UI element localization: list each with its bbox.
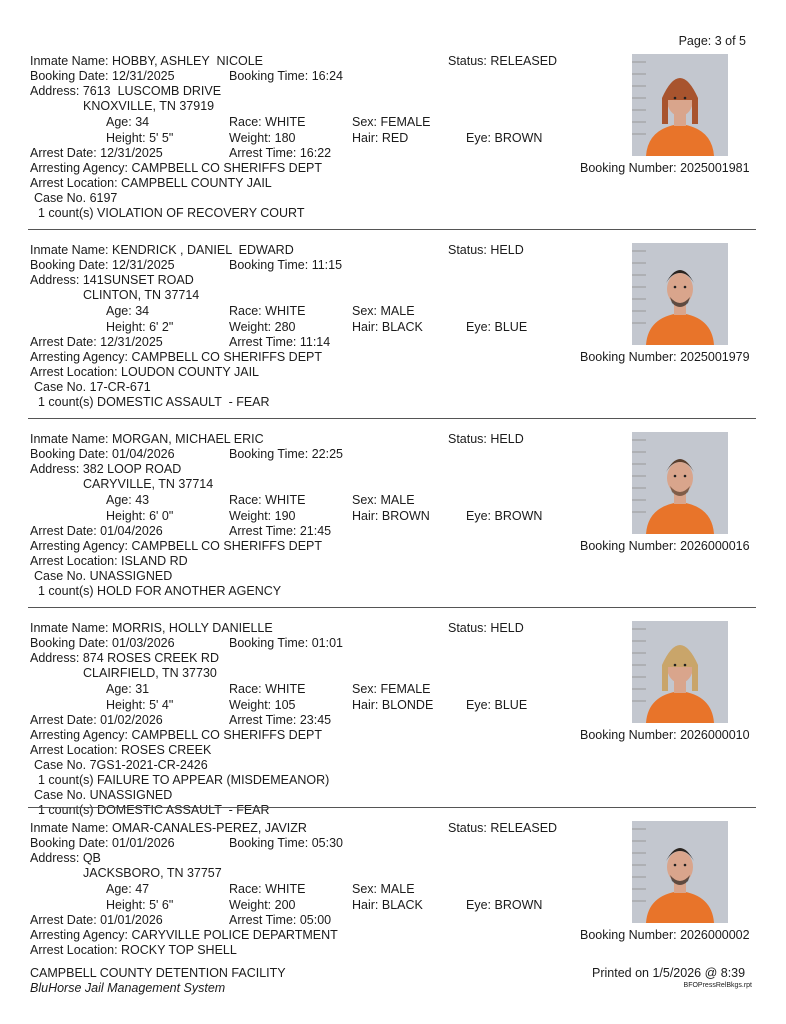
height-value: 6' 0" [149,509,174,523]
hair [352,320,423,335]
booking-number-value: 2026000002 [680,928,750,942]
arrest-date-value: 01/04/2026 [100,524,163,538]
arrest-location-label: Arrest Location: [30,743,122,757]
booking-date-label: Booking Date: [30,636,112,650]
age-label: Age: [106,682,136,696]
race-label: Race: [229,115,266,129]
booking-date-value: 12/31/2025 [112,258,175,272]
address [30,273,194,288]
record-divider [28,607,756,608]
hair-value: BLACK [381,320,423,334]
status-value: HELD [490,432,524,446]
age [106,304,149,319]
arrest-date [30,524,163,539]
address-label: Address: [30,84,83,98]
record-divider [28,807,756,808]
arrest-location-value: LOUDON COUNTY JAIL [121,365,260,379]
hair-label: Hair: [352,698,382,712]
booking-date [30,258,175,273]
height-label: Height: [106,320,150,334]
height-value: 5' 6" [149,898,174,912]
arrest-location-value: ISLAND RD [121,554,188,568]
inmate-record [0,621,786,817]
inmate-record [0,432,786,620]
booking-number-value: 2025001981 [680,161,750,175]
arrest-date-label: Arrest Date: [30,913,101,927]
arrest-date-label: Arrest Date: [30,146,101,160]
eye-label: Eye: [466,898,495,912]
sex-value: MALE [380,304,415,318]
age-value: 34 [135,304,150,318]
booking-time [229,69,343,84]
eye [466,698,527,713]
booking-time-label: Booking Time: [229,69,312,83]
arrest-date [30,146,163,161]
arrest-time-label: Arrest Time: [229,146,300,160]
hair [352,509,430,524]
booking-number-label: Booking Number: [580,350,681,364]
inmate-name [30,821,307,836]
status [448,54,557,69]
arresting-agency [30,728,322,743]
weight-label: Weight: [229,320,275,334]
booking-date-label: Booking Date: [30,69,112,83]
arrest-date-label: Arrest Date: [30,524,101,538]
status-label: Status: [448,821,491,835]
booking-date [30,447,175,462]
arrest-time-value: 16:22 [299,146,332,160]
case-number: Case No. 7GS1-2021-CR-2426 [34,758,208,772]
booking-time [229,836,343,851]
race-value: WHITE [265,882,306,896]
booking-date [30,636,175,651]
arresting-agency-label: Arresting Agency: [30,350,132,364]
arrest-time-label: Arrest Time: [229,335,300,349]
address-value: 141SUNSET ROAD [82,273,194,287]
weight-label: Weight: [229,509,275,523]
charge-count: 1 count(s) VIOLATION OF RECOVERY COURT [38,206,305,220]
arrest-location-label: Arrest Location: [30,943,122,957]
weight [229,509,295,524]
hair-value: BLACK [381,898,423,912]
age-value: 43 [135,493,150,507]
status-value: RELEASED [490,821,558,835]
inmate-name-value: KENDRICK , DANIEL EDWARD [111,243,294,257]
weight-value: 200 [274,898,296,912]
height [106,131,173,146]
hair [352,698,433,713]
sex [352,682,431,697]
arrest-time [229,524,331,539]
sex-label: Sex: [352,304,381,318]
weight-value: 105 [274,698,296,712]
mugshot-photo [632,432,728,534]
booking-number-label: Booking Number: [580,161,681,175]
printed-on: Printed on 1/5/2026 @ 8:39 [592,966,746,980]
hair [352,898,423,913]
arrest-location-label: Arrest Location: [30,176,122,190]
eye-value: BROWN [494,509,543,523]
arrest-time [229,146,331,161]
address-value: 382 LOOP ROAD [82,462,182,476]
charge-count: 1 count(s) DOMESTIC ASSAULT - FEAR [38,803,270,817]
arresting-agency-value: CARYVILLE POLICE DEPARTMENT [131,928,338,942]
sex-value: FEMALE [380,682,431,696]
arrest-time [229,913,331,928]
arrest-location-value: ROSES CREEK [121,743,212,757]
height-label: Height: [106,898,150,912]
race-value: WHITE [265,682,306,696]
booking-number-label: Booking Number: [580,539,681,553]
inmate-name [30,621,273,636]
booking-number [580,728,750,743]
race-value: WHITE [265,115,306,129]
height [106,698,173,713]
hair-value: BLONDE [381,698,434,712]
booking-date [30,69,175,84]
height [106,320,173,335]
arresting-agency [30,161,322,176]
status-value: RELEASED [490,54,558,68]
height-value: 6' 2" [149,320,174,334]
weight-value: 180 [274,131,296,145]
arrest-date-label: Arrest Date: [30,713,101,727]
eye-value: BROWN [494,131,543,145]
inmate-name [30,243,294,258]
eye-label: Eye: [466,320,495,334]
arrest-location [30,176,272,191]
weight-label: Weight: [229,698,275,712]
inmate-name-value: HOBBY, ASHLEY NICOLE [111,54,263,68]
race [229,493,305,508]
inmate-record [0,243,786,431]
arrest-location-value: ROCKY TOP SHELL [121,943,237,957]
sex [352,304,415,319]
booking-time [229,258,342,273]
facility-name: CAMPBELL COUNTY DETENTION FACILITY [30,966,286,980]
weight [229,898,295,913]
booking-time-label: Booking Time: [229,636,312,650]
sex-value: FEMALE [380,115,431,129]
address [30,851,101,866]
eye-label: Eye: [466,698,495,712]
sex [352,882,415,897]
weight [229,320,295,335]
booking-number-value: 2026000016 [680,539,750,553]
arresting-agency-value: CAMPBELL CO SHERIFFS DEPT [131,350,322,364]
hair [352,131,408,146]
inmate-name-label: Inmate Name: [30,243,112,257]
booking-time-label: Booking Time: [229,447,312,461]
address [30,462,181,477]
report-filename: BFOPressRelBkgs.rpt [683,982,752,989]
booking-number [580,350,750,365]
arresting-agency [30,539,322,554]
age-value: 31 [135,682,150,696]
inmate-name-value: OMAR-CANALES-PEREZ, JAVIZR [111,821,307,835]
address-city: CLAIRFIELD, TN 37730 [83,666,217,680]
address-label: Address: [30,651,83,665]
age-value: 47 [135,882,150,896]
booking-time-value: 01:01 [311,636,343,650]
charge-count: 1 count(s) FAILURE TO APPEAR (MISDEMEANOR) [38,773,330,787]
arresting-agency-value: CAMPBELL CO SHERIFFS DEPT [131,161,322,175]
race [229,682,305,697]
sex [352,115,431,130]
address-value: 7613 LUSCOMB DRIVE [82,84,222,98]
booking-time-value: 05:30 [311,836,343,850]
arresting-agency [30,350,322,365]
race-label: Race: [229,682,266,696]
race-label: Race: [229,493,266,507]
mugshot-photo [632,54,728,156]
arrest-date-value: 01/01/2026 [100,913,163,927]
address-label: Address: [30,462,83,476]
system-name: BluHorse Jail Management System [30,981,226,995]
booking-time [229,447,343,462]
race [229,304,305,319]
record-divider [28,229,756,230]
status [448,243,524,258]
arrest-time-value: 05:00 [299,913,332,927]
height-label: Height: [106,509,150,523]
case-number: Case No. UNASSIGNED [34,788,173,802]
age-value: 34 [135,115,150,129]
age [106,882,149,897]
sex-label: Sex: [352,493,381,507]
age [106,115,149,130]
race [229,882,305,897]
weight [229,131,295,146]
booking-number-label: Booking Number: [580,728,681,742]
address-value: 874 ROSES CREEK RD [82,651,219,665]
case-number: Case No. 6197 [34,191,118,205]
arrest-time-label: Arrest Time: [229,713,300,727]
sex-label: Sex: [352,882,381,896]
eye-label: Eye: [466,509,495,523]
weight-value: 190 [274,509,296,523]
arrest-date-value: 01/02/2026 [100,713,163,727]
page-number: Page: 3 of 5 [678,34,746,48]
address-city: KNOXVILLE, TN 37919 [83,99,215,113]
charge-count: 1 count(s) DOMESTIC ASSAULT - FEAR [38,395,270,409]
case-number: Case No. UNASSIGNED [34,569,173,583]
eye [466,509,542,524]
eye-label: Eye: [466,131,495,145]
booking-date-value: 01/04/2026 [112,447,175,461]
arrest-time-label: Arrest Time: [229,524,300,538]
status-value: HELD [490,243,524,257]
arresting-agency [30,928,338,943]
weight-label: Weight: [229,898,275,912]
arrest-date [30,913,163,928]
booking-number [580,539,750,554]
inmate-name-label: Inmate Name: [30,432,112,446]
case-number: Case No. 17-CR-671 [34,380,151,394]
hair-value: RED [381,131,409,145]
address [30,651,219,666]
arresting-agency-value: CAMPBELL CO SHERIFFS DEPT [131,728,322,742]
address-city: CLINTON, TN 37714 [83,288,200,302]
status [448,432,524,447]
eye [466,898,542,913]
hair-label: Hair: [352,131,382,145]
booking-date-value: 01/03/2026 [112,636,175,650]
booking-number-value: 2026000010 [680,728,750,742]
arrest-location [30,554,188,569]
arrest-time-value: 21:45 [299,524,332,538]
arrest-time-value: 11:14 [299,335,331,349]
mugshot-photo [632,621,728,723]
booking-number-value: 2025001979 [680,350,750,364]
arrest-date-value: 12/31/2025 [100,146,163,160]
race-label: Race: [229,304,266,318]
height-value: 5' 5" [149,131,174,145]
race [229,115,305,130]
inmate-record [0,54,786,242]
age-label: Age: [106,304,136,318]
height-label: Height: [106,698,150,712]
age-label: Age: [106,115,136,129]
eye-value: BLUE [494,320,528,334]
race-value: WHITE [265,304,306,318]
inmate-name-label: Inmate Name: [30,621,112,635]
address [30,84,221,99]
age [106,493,149,508]
address-city: CARYVILLE, TN 37714 [83,477,214,491]
sex-value: MALE [380,882,415,896]
hair-label: Hair: [352,509,382,523]
arrest-location-value: CAMPBELL COUNTY JAIL [121,176,272,190]
age [106,682,149,697]
arrest-location [30,943,237,958]
booking-time-label: Booking Time: [229,258,312,272]
height [106,898,173,913]
eye-value: BLUE [494,698,528,712]
inmate-name-label: Inmate Name: [30,54,112,68]
status-label: Status: [448,432,491,446]
arrest-date-label: Arrest Date: [30,335,101,349]
race-label: Race: [229,882,266,896]
age-label: Age: [106,882,136,896]
booking-number-label: Booking Number: [580,928,681,942]
arrest-location-label: Arrest Location: [30,554,122,568]
inmate-name-value: MORGAN, MICHAEL ERIC [111,432,264,446]
height-value: 5' 4" [149,698,174,712]
arrest-location [30,365,259,380]
booking-time-label: Booking Time: [229,836,312,850]
arrest-location [30,743,211,758]
booking-time-value: 11:15 [311,258,343,272]
booking-date-label: Booking Date: [30,258,112,272]
arrest-time-label: Arrest Time: [229,913,300,927]
weight-label: Weight: [229,131,275,145]
sex [352,493,415,508]
record-divider [28,418,756,419]
status [448,821,557,836]
sex-value: MALE [380,493,415,507]
weight [229,698,295,713]
sex-label: Sex: [352,682,381,696]
status-label: Status: [448,54,491,68]
race-value: WHITE [265,493,306,507]
mugshot-photo [632,243,728,345]
hair-label: Hair: [352,898,382,912]
address-label: Address: [30,851,83,865]
status [448,621,524,636]
age-label: Age: [106,493,136,507]
weight-value: 280 [274,320,296,334]
arresting-agency-label: Arresting Agency: [30,728,132,742]
booking-time-value: 22:25 [311,447,343,461]
arresting-agency-label: Arresting Agency: [30,161,132,175]
footer [30,966,286,996]
booking-number [580,161,750,176]
arrest-time [229,713,331,728]
charge-count: 1 count(s) HOLD FOR ANOTHER AGENCY [38,584,282,598]
arresting-agency-label: Arresting Agency: [30,928,132,942]
arresting-agency-label: Arresting Agency: [30,539,132,553]
sex-label: Sex: [352,115,381,129]
arrest-date [30,713,163,728]
height-label: Height: [106,131,150,145]
height [106,509,173,524]
inmate-name [30,432,264,447]
arrest-location-label: Arrest Location: [30,365,122,379]
hair-label: Hair: [352,320,382,334]
eye [466,320,527,335]
booking-date [30,836,175,851]
booking-date-label: Booking Date: [30,836,112,850]
status-label: Status: [448,621,491,635]
eye-value: BROWN [494,898,543,912]
booking-time-value: 16:24 [311,69,343,83]
mugshot-photo [632,821,728,923]
booking-number [580,928,750,943]
address-label: Address: [30,273,83,287]
arrest-time [229,335,330,350]
arrest-time-value: 23:45 [299,713,332,727]
address-city: JACKSBORO, TN 37757 [83,866,222,880]
inmate-name-value: MORRIS, HOLLY DANIELLE [111,621,273,635]
booking-date-value: 01/01/2026 [112,836,175,850]
status-value: HELD [490,621,524,635]
arresting-agency-value: CAMPBELL CO SHERIFFS DEPT [131,539,322,553]
arrest-date [30,335,163,350]
eye [466,131,542,146]
arrest-date-value: 12/31/2025 [100,335,163,349]
inmate-name-label: Inmate Name: [30,821,112,835]
booking-date-value: 12/31/2025 [112,69,175,83]
address-value: QB [82,851,101,865]
booking-time [229,636,343,651]
hair-value: BROWN [381,509,430,523]
inmate-name [30,54,263,69]
booking-date-label: Booking Date: [30,447,112,461]
status-label: Status: [448,243,491,257]
